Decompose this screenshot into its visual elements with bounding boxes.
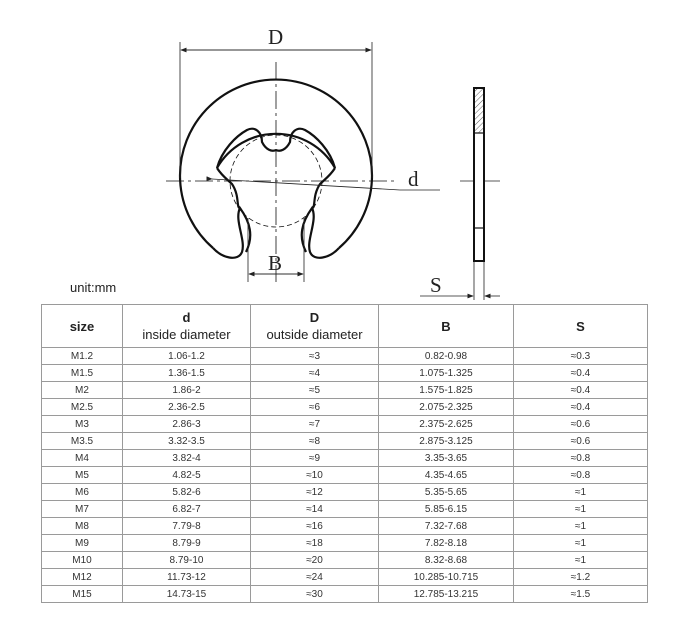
header-d [123, 305, 251, 348]
size-cell: M3.5 [42, 433, 123, 450]
inside-diameter-cell: 8.79-9 [123, 535, 251, 552]
size-cell: M2.5 [42, 399, 123, 416]
outside-diameter-cell: ≈24 [251, 569, 379, 586]
b-cell: 7.32-7.68 [379, 518, 514, 535]
s-cell: ≈0.6 [514, 416, 648, 433]
label-D: D [268, 25, 284, 49]
right-arm [302, 208, 339, 258]
s-cell: ≈1.2 [514, 569, 648, 586]
outside-diameter-cell: ≈3 [251, 348, 379, 365]
table-row [42, 382, 648, 399]
header-S: S [514, 305, 648, 348]
b-cell: 5.35-5.65 [379, 484, 514, 501]
outside-diameter-cell: ≈14 [251, 501, 379, 518]
right-lobe [312, 168, 335, 208]
b-cell: 5.85-6.15 [379, 501, 514, 518]
table-row [42, 484, 648, 501]
table-row [42, 399, 648, 416]
b-cell: 0.82-0.98 [379, 348, 514, 365]
b-cell: 4.35-4.65 [379, 467, 514, 484]
b-cell: 8.32-8.68 [379, 552, 514, 569]
left-arm [213, 208, 250, 258]
s-cell: ≈0.6 [514, 433, 648, 450]
s-cell: ≈0.4 [514, 399, 648, 416]
s-cell: ≈0.8 [514, 450, 648, 467]
inside-diameter-cell: 3.82-4 [123, 450, 251, 467]
b-cell: 2.875-3.125 [379, 433, 514, 450]
size-cell: M7 [42, 501, 123, 518]
inside-diameter-cell: 1.86-2 [123, 382, 251, 399]
s-cell: ≈1 [514, 484, 648, 501]
size-cell: M6 [42, 484, 123, 501]
b-cell: 2.075-2.325 [379, 399, 514, 416]
size-cell: M4 [42, 450, 123, 467]
outside-diameter-cell: ≈16 [251, 518, 379, 535]
size-cell: M5 [42, 467, 123, 484]
b-cell: 1.075-1.325 [379, 365, 514, 382]
outside-diameter-cell: ≈9 [251, 450, 379, 467]
header-D-description: outside diameter [266, 327, 363, 342]
size-cell: M1.2 [42, 348, 123, 365]
outside-diameter-cell: ≈4 [251, 365, 379, 382]
table-row [42, 586, 648, 603]
label-S: S [430, 273, 442, 297]
header-B: B [379, 305, 514, 348]
size-cell: M10 [42, 552, 123, 569]
inside-diameter-cell: 5.82-6 [123, 484, 251, 501]
table-row [42, 416, 648, 433]
s-cell: ≈0.4 [514, 382, 648, 399]
outside-diameter-cell: ≈5 [251, 382, 379, 399]
header-D [251, 305, 379, 348]
table-row [42, 365, 648, 382]
size-cell: M2 [42, 382, 123, 399]
front-view [166, 62, 398, 282]
size-cell: M1.5 [42, 365, 123, 382]
s-cell: ≈1.5 [514, 586, 648, 603]
unit-label: unit:mm [70, 280, 117, 295]
label-d: d [408, 167, 419, 191]
outside-diameter-cell: ≈8 [251, 433, 379, 450]
left-lobe [217, 168, 240, 208]
table-header-row [42, 305, 648, 348]
inside-diameter-cell: 6.82-7 [123, 501, 251, 518]
s-cell: ≈1 [514, 535, 648, 552]
s-cell: ≈0.3 [514, 348, 648, 365]
table-row [42, 501, 648, 518]
s-cell: ≈0.4 [514, 365, 648, 382]
inside-diameter-cell: 4.82-5 [123, 467, 251, 484]
table-row [42, 569, 648, 586]
outside-diameter-cell: ≈20 [251, 552, 379, 569]
size-cell: M15 [42, 586, 123, 603]
b-cell: 10.285-10.715 [379, 569, 514, 586]
size-cell: M9 [42, 535, 123, 552]
size-cell: M3 [42, 416, 123, 433]
inside-diameter-cell: 14.73-15 [123, 586, 251, 603]
e-clip-technical-drawing [0, 0, 687, 300]
inside-diameter-cell: 3.32-3.5 [123, 433, 251, 450]
s-cell: ≈0.8 [514, 467, 648, 484]
header-d-symbol: d [182, 310, 191, 325]
outside-diameter-cell: ≈6 [251, 399, 379, 416]
s-cell: ≈1 [514, 552, 648, 569]
inside-diameter-cell: 1.06-1.2 [123, 348, 251, 365]
outside-diameter-cell: ≈10 [251, 467, 379, 484]
table-row [42, 450, 648, 467]
b-cell: 7.82-8.18 [379, 535, 514, 552]
table-row [42, 518, 648, 535]
table-body [42, 348, 648, 603]
inside-diameter-cell: 2.36-2.5 [123, 399, 251, 416]
inside-diameter-cell: 1.36-1.5 [123, 365, 251, 382]
b-cell: 2.375-2.625 [379, 416, 514, 433]
table-row [42, 535, 648, 552]
table-row [42, 552, 648, 569]
inside-diameter-cell: 11.73-12 [123, 569, 251, 586]
header-size: size [42, 305, 123, 348]
outside-diameter-cell: ≈18 [251, 535, 379, 552]
table-row [42, 433, 648, 450]
outside-diameter-cell: ≈7 [251, 416, 379, 433]
header-d-description: inside diameter [142, 327, 231, 342]
s-cell: ≈1 [514, 518, 648, 535]
inside-diameter-cell: 8.79-10 [123, 552, 251, 569]
e-clip-size-table [41, 304, 648, 603]
label-B: B [268, 251, 283, 275]
side-view [460, 88, 500, 261]
table-row [42, 348, 648, 365]
s-cell: ≈1 [514, 501, 648, 518]
size-cell: M12 [42, 569, 123, 586]
outside-diameter-cell: ≈30 [251, 586, 379, 603]
size-cell: M8 [42, 518, 123, 535]
b-cell: 3.35-3.65 [379, 450, 514, 467]
table-row [42, 467, 648, 484]
outside-diameter-cell: ≈12 [251, 484, 379, 501]
inside-diameter-cell: 2.86-3 [123, 416, 251, 433]
header-D-symbol: D [309, 310, 320, 325]
inside-diameter-cell: 7.79-8 [123, 518, 251, 535]
b-cell: 1.575-1.825 [379, 382, 514, 399]
b-cell: 12.785-13.215 [379, 586, 514, 603]
